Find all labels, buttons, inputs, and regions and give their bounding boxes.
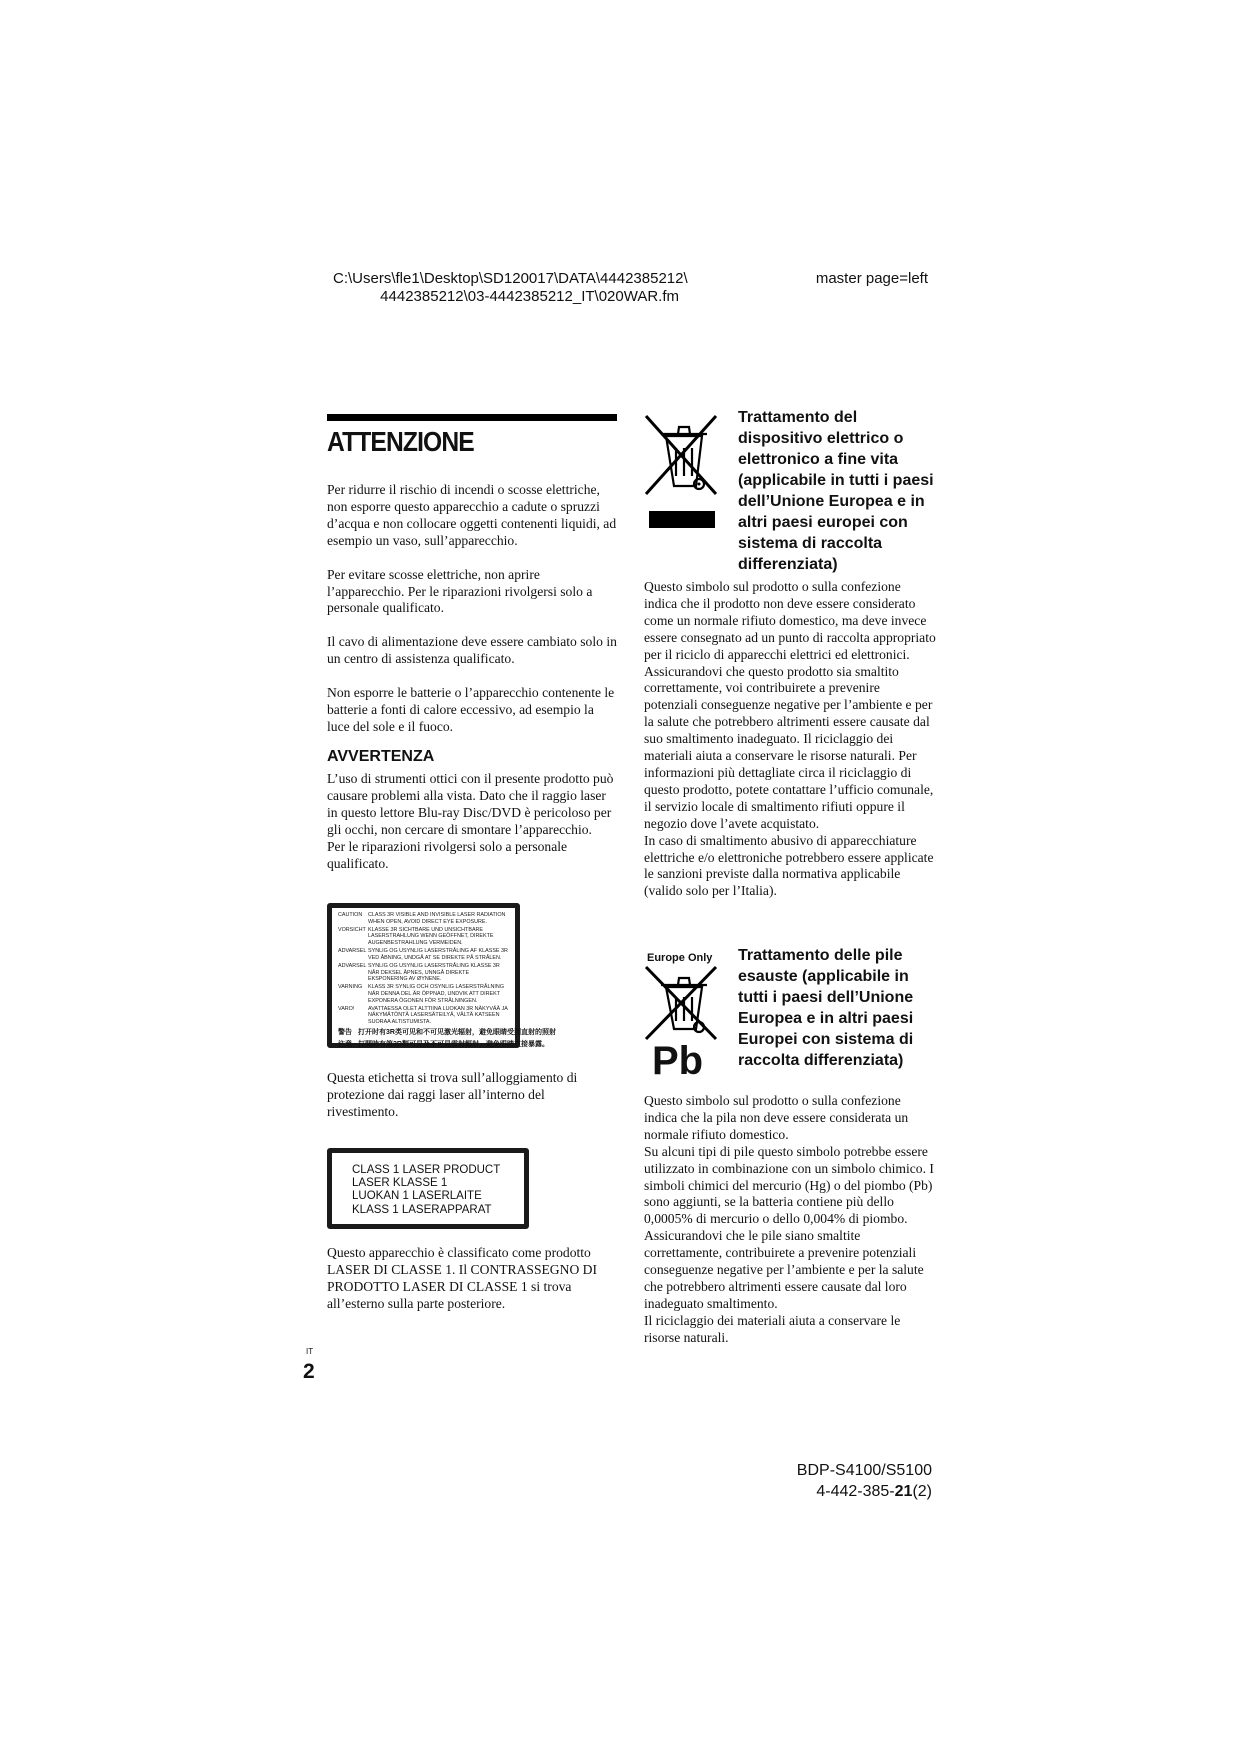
battery-text-3: Assicurandovi che le pile siano smaltite correttamente, contribuirete a prevenire potenziali conseguenze negative per l’ambiente e per la salute che potrebbero altrimenti essere causate dal loro inadeguato smaltimento. (644, 1228, 924, 1311)
page-number: 2 (303, 1360, 315, 1383)
caution-row (338, 948, 509, 961)
class-label-line-1: CLASS 1 LASER PRODUCT (352, 1164, 501, 1176)
caution-row-key: ADVARSEL (338, 962, 367, 969)
paragraph-1: Per ridurre il rischio di incendi o scosse elettriche, non esporre questo apparecchio a cadute o spruzzi d’acqua e non collocare oggetti contenenti liquidi, ad esempio un vaso, sull’apparecchio. (327, 482, 617, 548)
caution-cjk-row (338, 1039, 549, 1051)
caution-row-key: VORSICHT (338, 926, 366, 933)
caution-cjk-key: 注意 (338, 1041, 352, 1049)
file-path-line1: C:\Users\fle1\Desktop\SD120017\DATA\4442385212\ (333, 270, 688, 287)
caution-row-text: KLASSE 3R SICHTBARE UND UNSICHTBARE LASERSTRAHLUNG WENN GEÖFFNET, DIREKTE AUGENBESTRAHLUNG VERMEIDEN. (368, 926, 494, 946)
caution-cjk-row (338, 1027, 556, 1039)
weee-text-2: In caso di smaltimento abusivo di apparecchiature elettriche e/o elettroniche potrebbero essere applicate le sanzioni previste dalla normativa applicabile (valido solo per l’Italia). (644, 832, 934, 899)
caution-cjk-key: 警告 (338, 1029, 352, 1037)
caution-row-text: CLASS 3R VISIBLE AND INVISIBLE LASER RADIATION WHEN OPEN, AVOID DIRECT EYE EXPOSURE. (368, 912, 506, 925)
avvertenza-heading: AVVERTENZA (327, 748, 435, 765)
model-number: BDP-S4100/S5100 (796, 1462, 932, 1479)
europe-only-label: Europe Only (647, 952, 713, 964)
caution-row-text: SYNLIG OG USYNLIG LASERSTRÅLING KLASSE 3R NÅR DEKSEL ÅPNES, UNNGÅ DIREKTE EKSPONERING AV ØYNENE. (368, 962, 500, 983)
caution-cjk-rows (338, 1027, 556, 1051)
class-label-line-2: LASER KLASSE 1 (352, 1177, 448, 1190)
title-rule (327, 414, 617, 421)
label-caption-text: Questa etichetta si trova sull’alloggiamento di protezione dai raggi laser all’interno del rivestimento. (327, 1070, 578, 1119)
caution-row (338, 912, 509, 925)
file-path-line2: 4442385212\03-4442385212_IT\020WAR.fm (380, 288, 679, 305)
crossed-bin-icon (644, 414, 722, 530)
avvertenza-body (327, 771, 617, 872)
crossed-bin-battery-icon (644, 965, 722, 1045)
part-code-prefix: 4-442-385- (816, 1483, 895, 1500)
avvertenza-text: L’uso di strumenti ottici con il presente prodotto può causare problemi alla vista. Dato che il raggio laser in questo lettore Blu-ray Disc/DVD è pericoloso per gli occhi, non cercare di smontare l’apparecchio. (327, 771, 614, 837)
chemical-symbol-pb: Pb (652, 1039, 704, 1083)
battery-text-2: Su alcuni tipi di pile questo simbolo potrebbe essere utilizzato in combinazione con un simbolo chimico. I simboli chimici del mercurio (Hg) o del piombo (Pb) sono aggiunti, se la batteria contiene più dello 0,0005% di mercurio o dello 0,004% di piombo. (644, 1143, 934, 1227)
file-path (333, 270, 688, 306)
caution-row-text: AVATTAESSA OLET ALTTIINA LUOKAN 3R NÄKYVÄÄ JA NÄKYMÄTÖNTÄ LASERSÄTEILYÄ, VÄLTÄ KATSEEN SUORAA ALTISTUMISTA. (368, 1005, 508, 1025)
paragraph-4: Non esporre le batterie o l’apparecchio contenente le batterie a fonti di calore eccessivo, ad esempio la luce del sole e il fuoco. (327, 685, 615, 734)
part-code (700, 1481, 932, 1502)
master-page-label: master page=left (815, 270, 928, 287)
paragraph-2: Per evitare scosse elettriche, non aprire l’apparecchio. Per le riparazioni rivolgersi solo a personale qualificato. (327, 566, 593, 616)
part-code-bold: 21 (894, 1483, 913, 1500)
battery-text-4: Il riciclaggio dei materiali aiuta a conservare le risorse naturali. (644, 1312, 901, 1345)
caution-row (338, 984, 509, 1004)
caution-cjk-text: 打开时有3R类可见和不可见激光辐射，避免眼睛受到直射的照射 (358, 1029, 556, 1037)
label-caption (327, 1070, 617, 1121)
class-label-line-4: KLASS 1 LASERAPPARAT (352, 1203, 492, 1216)
language-marker: IT (306, 1347, 314, 1356)
caution-rows (338, 912, 509, 1025)
caution-row-key: VARO! (338, 1005, 355, 1012)
caution-row-text: SYNLIG OG USYNLIG LASERSTRÅLING AF KLASSE 3R VED ÅBNING, UNDGÅ AT SE DIREKTE PÅ STRÅLEN. (368, 948, 508, 961)
paragraph-3: Il cavo di alimentazione deve essere cambiato solo in un centro di assistenza qualificato. (327, 634, 617, 667)
intro-paragraphs (327, 482, 617, 736)
caution-row-key: CAUTION (338, 912, 363, 918)
battery-heading: Trattamento delle pile esauste (applicabile in tutti i paesi dell’Unione Europea e in altri paesi Europei con sistema di raccolta differenziata) (738, 947, 914, 1069)
footer (700, 1460, 932, 1502)
battery-body (644, 1093, 936, 1347)
laser-caution-label (327, 903, 556, 1049)
battery-text-1: Questo simbolo sul prodotto o sulla confezione indica che la pila non deve essere considerata un normale rifiuto domestico. (644, 1093, 909, 1142)
weee-text: Questo simbolo sul prodotto o sulla confezione indica che il prodotto non deve essere considerato come un normale rifiuto domestico, ma deve invece essere consegnato ad un punto di raccolta appropriato per il riciclo di apparecchi elettrici ed elettronici. Assicurandovi che questo prodotto sia smaltito correttamente, voi contribuirete a prevenire potenziali conseguenze negative per l’ambiente e per la salute che potrebbero altrimenti essere causate dal suo smaltimento inadeguato. Il riciclaggio dei materiali aiuta a conservare le risorse naturali. Per informazioni più dettagliate circa il riciclaggio di questo prodotto, potete contattare l’ufficio comunale, il servizio locale di smaltimento rifiuti oppure il negozio dove l’avete acquistato. (644, 579, 936, 831)
class-caption (327, 1245, 617, 1313)
caution-cjk-text: 打開時有第3R類可見及不可見雷射輻射，避免眼睛直接暴露。 (358, 1041, 549, 1049)
caution-row-key: VARNING (338, 984, 363, 991)
caution-row-key: ADVARSEL (338, 948, 367, 955)
caution-row (338, 963, 509, 983)
caution-row (338, 927, 509, 947)
avvertenza-text-2: Per le riparazioni rivolgersi solo a personale qualificato. (327, 838, 568, 871)
class-caption-text: Questo apparecchio è classificato come prodotto LASER DI CLASSE 1. Il CONTRASSEGNO DI PRODOTTO LASER DI CLASSE 1 si trova all’esterno sulla parte posteriore. (327, 1245, 598, 1311)
caution-row (338, 1006, 509, 1026)
part-code-suffix: (2) (912, 1483, 932, 1500)
class-label-line-3: LUOKAN 1 LASERLAITE (352, 1190, 482, 1203)
weee-heading: Trattamento del dispositivo elettrico o elettronico a fine vita (applicabile in tutti i paesi dell’Unione Europea e in altri paesi europei con sistema di raccolta differenziata) (738, 409, 934, 573)
page-title: ATTENZIONE (327, 426, 474, 457)
class1-laser-label (327, 1148, 529, 1229)
weee-body (644, 579, 936, 900)
caution-row-text: KLASS 3R SYNLIG OCH OSYNLIG LASERSTRÅLNING NÄR DENNA DEL ÄR ÖPPNAD, UNDVIK ATT DIREKT EXPONERA ÖGONEN FÖR STRÅLNINGEN. (368, 984, 505, 1004)
